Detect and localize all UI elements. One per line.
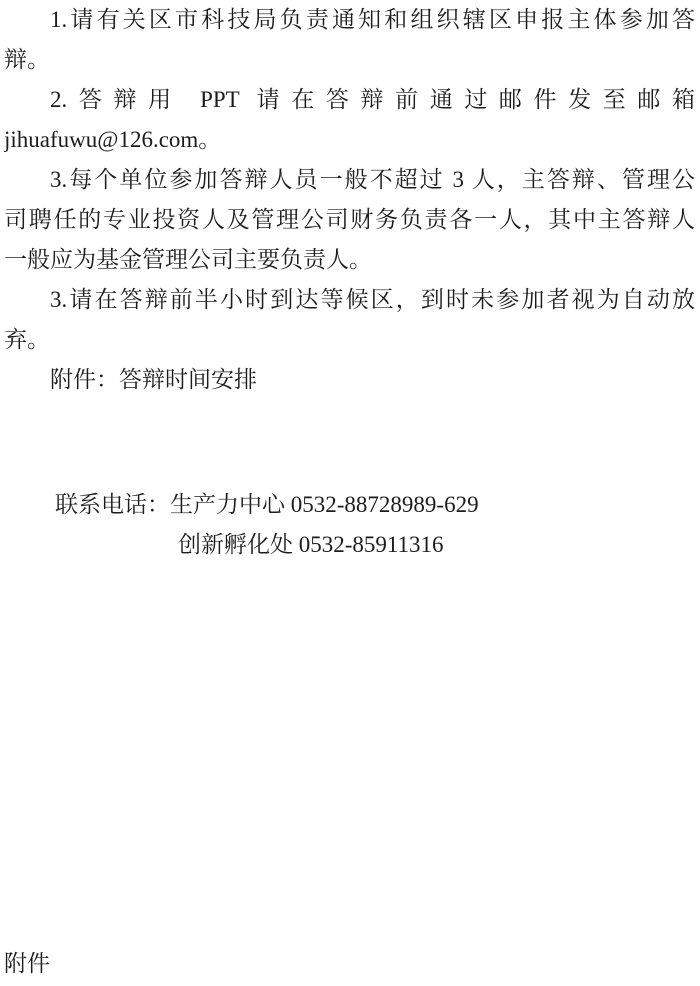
paragraph-3-line-1: 3.每个单位参加答辩人员一般不超过 3 人，主答辩、管理公 [50,167,695,192]
paragraph-1-line-1: 1.请有关区市科技局负责通知和组织辖区申报主体参加答 [50,7,695,32]
paragraph-2-email-line: jihuafuwu@126.com。 [4,127,222,152]
vertical-gap-bottom [4,565,695,944]
paragraph-2-line-1: 2.答辩用 PPT 请在答辩前通过邮件发至邮箱 [50,87,695,112]
paragraph-1-line-2: 辩。 [4,47,50,72]
vertical-gap [4,400,695,485]
contact-phone-line-1: 联系电话：生产力中心 0532-88728989-629 [55,492,479,517]
footer-attachment-label: 附件 [4,951,50,976]
paragraph-3-line-3: 一般应为基金管理公司主要负责人。 [4,247,372,272]
contact-phone-line-2: 创新孵化处 0532-85911316 [178,532,444,557]
attachment-note: 附件：答辩时间安排 [50,367,257,392]
paragraph-3-line-2: 司聘任的专业投资人及管理公司财务负责各一人，其中主答辩人 [4,207,695,232]
paragraph-4-line-1: 3.请在答辩前半小时到达等候区，到时未参加者视为自动放 [50,287,695,312]
paragraph-4-line-2: 弃。 [4,327,50,352]
